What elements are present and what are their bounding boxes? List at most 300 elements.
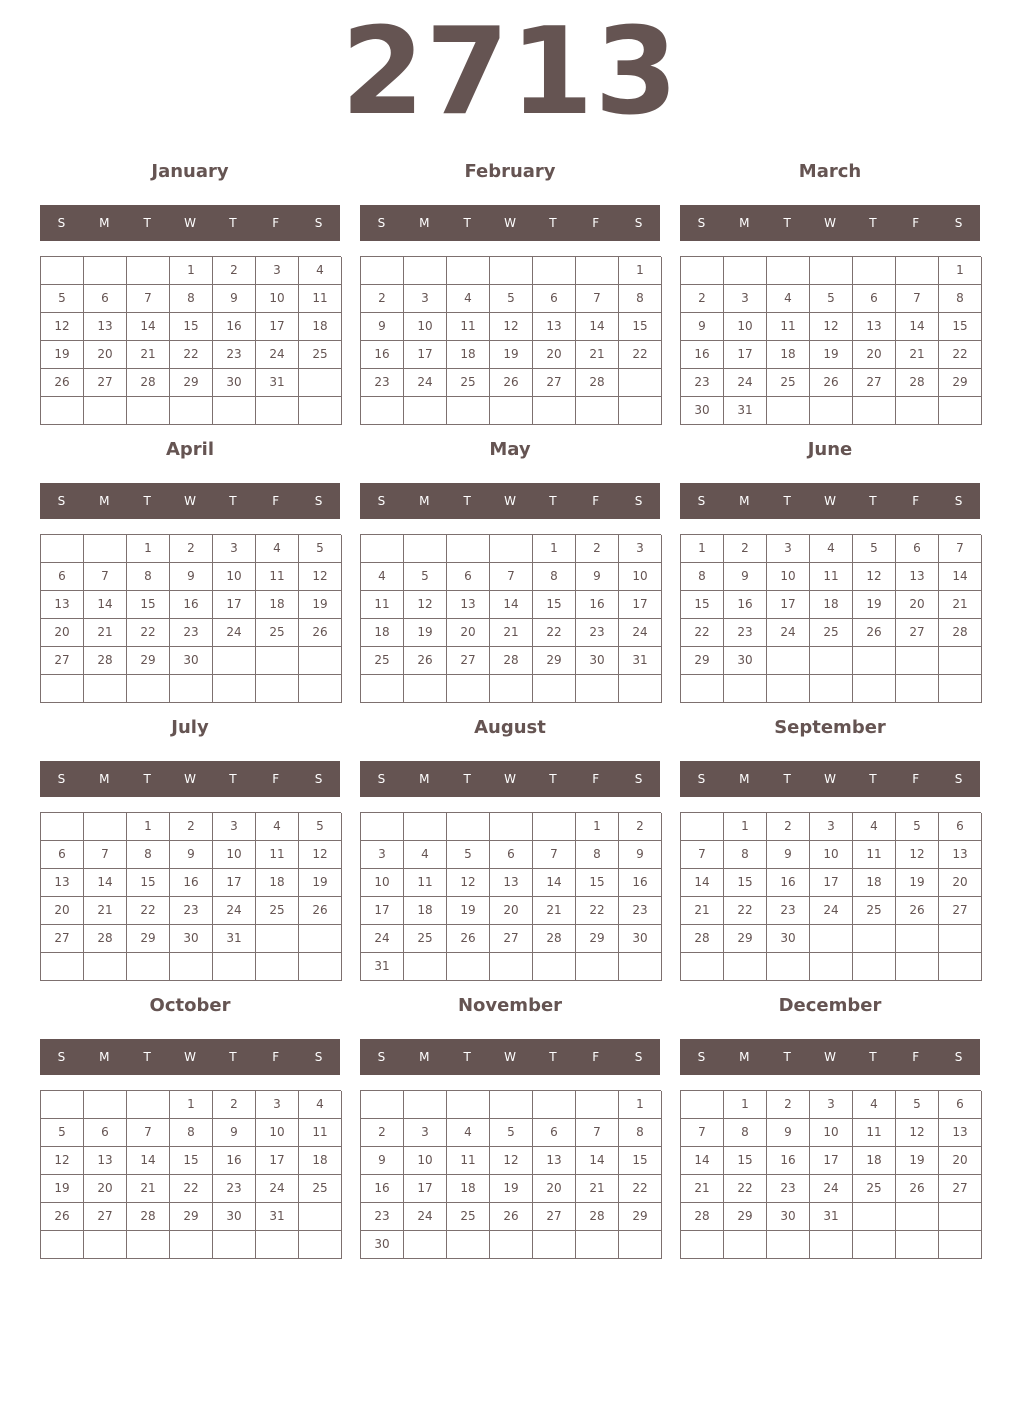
- day-cell: 28: [84, 925, 127, 953]
- day-cell: 4: [404, 841, 447, 869]
- empty-day-cell: [939, 647, 982, 675]
- weekday-label: M: [739, 216, 750, 230]
- day-cell: 4: [299, 1091, 342, 1119]
- weekday-label: M: [99, 494, 110, 508]
- day-cell: 25: [361, 647, 404, 675]
- day-cell: 30: [361, 1231, 404, 1259]
- weekday-label: T: [549, 772, 557, 786]
- weekday-label: T: [783, 216, 791, 230]
- weekday-label: W: [184, 772, 196, 786]
- day-cell: 15: [127, 591, 170, 619]
- empty-day-cell: [681, 675, 724, 703]
- empty-day-cell: [299, 675, 342, 703]
- day-cell: 27: [533, 1203, 576, 1231]
- day-cell: 11: [404, 869, 447, 897]
- weekday-label: S: [634, 772, 643, 786]
- weekday-label: S: [697, 494, 706, 508]
- day-cell: 6: [896, 535, 939, 563]
- day-cell: 21: [84, 897, 127, 925]
- day-cell: 20: [533, 1175, 576, 1203]
- empty-day-cell: [896, 1203, 939, 1231]
- day-cell: 22: [681, 619, 724, 647]
- weekday-label: W: [184, 1050, 196, 1064]
- day-cell: 31: [256, 1203, 299, 1231]
- weekday-header: [680, 205, 980, 241]
- day-cell: 12: [896, 1119, 939, 1147]
- day-cell: 5: [853, 535, 896, 563]
- day-grid: [680, 534, 981, 703]
- day-cell: 28: [533, 925, 576, 953]
- month-name: December: [778, 995, 882, 1016]
- empty-day-cell: [490, 675, 533, 703]
- day-cell: 6: [533, 285, 576, 313]
- day-cell: 28: [939, 619, 982, 647]
- day-cell: 2: [724, 535, 767, 563]
- day-cell: 17: [256, 313, 299, 341]
- day-cell: 27: [447, 647, 490, 675]
- empty-day-cell: [170, 397, 213, 425]
- weekday-label: T: [549, 1050, 557, 1064]
- day-cell: 16: [170, 591, 213, 619]
- month-name: September: [774, 717, 886, 738]
- day-cell: 2: [170, 535, 213, 563]
- empty-day-cell: [576, 257, 619, 285]
- weekday-label: W: [504, 1050, 516, 1064]
- weekday-label: T: [229, 772, 237, 786]
- empty-day-cell: [619, 397, 662, 425]
- day-cell: 17: [361, 897, 404, 925]
- empty-day-cell: [810, 675, 853, 703]
- day-cell: 24: [810, 897, 853, 925]
- empty-day-cell: [681, 257, 724, 285]
- day-cell: 26: [299, 619, 342, 647]
- day-cell: 28: [84, 647, 127, 675]
- day-cell: 15: [127, 869, 170, 897]
- empty-day-cell: [853, 953, 896, 981]
- empty-day-cell: [619, 675, 662, 703]
- weekday-label: F: [272, 216, 280, 230]
- day-cell: 26: [490, 369, 533, 397]
- weekday-label: S: [634, 1050, 643, 1064]
- day-cell: 7: [576, 1119, 619, 1147]
- day-cell: 10: [404, 313, 447, 341]
- empty-day-cell: [361, 397, 404, 425]
- day-cell: 8: [533, 563, 576, 591]
- day-cell: 3: [256, 1091, 299, 1119]
- empty-day-cell: [767, 647, 810, 675]
- day-cell: 19: [490, 1175, 533, 1203]
- weekday-label: F: [272, 1050, 280, 1064]
- day-cell: 29: [170, 1203, 213, 1231]
- day-cell: 28: [576, 1203, 619, 1231]
- day-cell: 15: [681, 591, 724, 619]
- day-cell: 19: [896, 869, 939, 897]
- day-cell: 1: [724, 813, 767, 841]
- empty-day-cell: [299, 1203, 342, 1231]
- empty-day-cell: [213, 1231, 256, 1259]
- day-cell: 17: [404, 341, 447, 369]
- day-cell: 1: [533, 535, 576, 563]
- day-cell: 27: [41, 925, 84, 953]
- day-cell: 30: [767, 925, 810, 953]
- empty-day-cell: [490, 397, 533, 425]
- day-cell: 29: [533, 647, 576, 675]
- weekday-label: S: [377, 772, 386, 786]
- weekday-header: [680, 1039, 980, 1075]
- day-cell: 6: [939, 813, 982, 841]
- day-cell: 14: [533, 869, 576, 897]
- day-cell: 23: [170, 897, 213, 925]
- empty-day-cell: [490, 535, 533, 563]
- empty-day-cell: [939, 953, 982, 981]
- day-cell: 29: [127, 925, 170, 953]
- weekday-label: M: [99, 1050, 110, 1064]
- weekday-label: S: [57, 216, 66, 230]
- day-cell: 20: [84, 341, 127, 369]
- day-cell: 30: [619, 925, 662, 953]
- day-cell: 11: [447, 313, 490, 341]
- empty-day-cell: [490, 813, 533, 841]
- day-cell: 10: [361, 869, 404, 897]
- weekday-label: S: [57, 1050, 66, 1064]
- empty-day-cell: [84, 397, 127, 425]
- empty-day-cell: [170, 1231, 213, 1259]
- day-cell: 26: [447, 925, 490, 953]
- day-cell: 13: [533, 313, 576, 341]
- empty-day-cell: [84, 1231, 127, 1259]
- weekday-label: S: [697, 216, 706, 230]
- day-cell: 17: [810, 869, 853, 897]
- empty-day-cell: [41, 675, 84, 703]
- day-cell: 23: [576, 619, 619, 647]
- empty-day-cell: [767, 397, 810, 425]
- day-cell: 2: [213, 257, 256, 285]
- empty-day-cell: [853, 647, 896, 675]
- empty-day-cell: [404, 1231, 447, 1259]
- day-cell: 2: [576, 535, 619, 563]
- day-cell: 26: [896, 897, 939, 925]
- empty-day-cell: [41, 813, 84, 841]
- empty-day-cell: [447, 813, 490, 841]
- day-cell: 18: [853, 1147, 896, 1175]
- day-cell: 1: [576, 813, 619, 841]
- day-grid: [680, 256, 981, 425]
- weekday-label: T: [783, 772, 791, 786]
- weekday-label: W: [824, 216, 836, 230]
- day-cell: 13: [447, 591, 490, 619]
- empty-day-cell: [404, 535, 447, 563]
- day-cell: 13: [41, 869, 84, 897]
- day-cell: 7: [84, 841, 127, 869]
- empty-day-cell: [853, 397, 896, 425]
- day-cell: 20: [939, 1147, 982, 1175]
- day-cell: 19: [810, 341, 853, 369]
- empty-day-cell: [681, 1231, 724, 1259]
- month-name: April: [165, 439, 215, 460]
- empty-day-cell: [724, 675, 767, 703]
- month-name: May: [489, 439, 531, 460]
- day-cell: 6: [84, 285, 127, 313]
- weekday-label: T: [229, 216, 237, 230]
- empty-day-cell: [41, 535, 84, 563]
- weekday-label: S: [314, 1050, 323, 1064]
- day-cell: 27: [41, 647, 84, 675]
- day-cell: 24: [767, 619, 810, 647]
- day-grid: [360, 812, 661, 981]
- day-cell: 2: [170, 813, 213, 841]
- day-cell: 25: [256, 619, 299, 647]
- day-grid: [360, 1090, 661, 1259]
- weekday-label: T: [463, 772, 471, 786]
- day-cell: 6: [84, 1119, 127, 1147]
- day-cell: 21: [681, 897, 724, 925]
- day-cell: 4: [447, 285, 490, 313]
- empty-day-cell: [490, 953, 533, 981]
- empty-day-cell: [939, 1203, 982, 1231]
- day-cell: 28: [681, 1203, 724, 1231]
- weekday-label: T: [143, 494, 151, 508]
- day-cell: 11: [256, 841, 299, 869]
- weekday-label: S: [954, 772, 963, 786]
- day-cell: 11: [361, 591, 404, 619]
- day-cell: 13: [939, 1119, 982, 1147]
- empty-day-cell: [170, 953, 213, 981]
- day-cell: 22: [127, 619, 170, 647]
- empty-day-cell: [299, 953, 342, 981]
- day-cell: 10: [256, 1119, 299, 1147]
- day-cell: 25: [853, 897, 896, 925]
- day-cell: 16: [213, 313, 256, 341]
- day-cell: 30: [681, 397, 724, 425]
- day-cell: 25: [299, 1175, 342, 1203]
- day-cell: 14: [127, 313, 170, 341]
- day-cell: 10: [213, 841, 256, 869]
- day-cell: 2: [361, 1119, 404, 1147]
- empty-day-cell: [213, 397, 256, 425]
- day-grid: [40, 812, 341, 981]
- day-cell: 28: [896, 369, 939, 397]
- day-cell: 9: [767, 1119, 810, 1147]
- weekday-label: S: [634, 494, 643, 508]
- day-grid: [40, 1090, 341, 1259]
- day-cell: 24: [724, 369, 767, 397]
- day-cell: 16: [361, 1175, 404, 1203]
- day-cell: 4: [767, 285, 810, 313]
- day-cell: 18: [447, 341, 490, 369]
- weekday-label: S: [634, 216, 643, 230]
- day-cell: 2: [681, 285, 724, 313]
- weekday-label: F: [912, 494, 920, 508]
- day-cell: 10: [256, 285, 299, 313]
- weekday-label: M: [739, 494, 750, 508]
- day-cell: 6: [939, 1091, 982, 1119]
- day-cell: 29: [724, 925, 767, 953]
- day-cell: 1: [619, 257, 662, 285]
- month-name: August: [474, 717, 546, 738]
- empty-day-cell: [213, 647, 256, 675]
- day-cell: 31: [619, 647, 662, 675]
- day-cell: 19: [853, 591, 896, 619]
- day-cell: 19: [299, 591, 342, 619]
- day-cell: 24: [619, 619, 662, 647]
- weekday-header: [360, 761, 660, 797]
- day-cell: 2: [619, 813, 662, 841]
- empty-day-cell: [447, 535, 490, 563]
- day-cell: 27: [853, 369, 896, 397]
- day-cell: 18: [256, 869, 299, 897]
- weekday-label: T: [783, 494, 791, 508]
- day-cell: 27: [939, 1175, 982, 1203]
- day-cell: 17: [213, 869, 256, 897]
- day-cell: 24: [256, 1175, 299, 1203]
- empty-day-cell: [533, 257, 576, 285]
- day-cell: 21: [127, 341, 170, 369]
- empty-day-cell: [299, 1231, 342, 1259]
- day-cell: 3: [213, 813, 256, 841]
- day-cell: 21: [896, 341, 939, 369]
- day-cell: 4: [299, 257, 342, 285]
- day-cell: 5: [41, 1119, 84, 1147]
- day-cell: 22: [170, 1175, 213, 1203]
- day-cell: 18: [810, 591, 853, 619]
- day-cell: 11: [256, 563, 299, 591]
- day-cell: 16: [170, 869, 213, 897]
- day-cell: 7: [896, 285, 939, 313]
- empty-day-cell: [41, 397, 84, 425]
- day-cell: 2: [767, 1091, 810, 1119]
- day-cell: 20: [939, 869, 982, 897]
- empty-day-cell: [127, 1231, 170, 1259]
- day-cell: 6: [41, 563, 84, 591]
- empty-day-cell: [896, 675, 939, 703]
- day-cell: 18: [404, 897, 447, 925]
- empty-day-cell: [767, 953, 810, 981]
- weekday-label: W: [184, 216, 196, 230]
- day-cell: 3: [810, 1091, 853, 1119]
- day-cell: 15: [170, 1147, 213, 1175]
- day-cell: 30: [576, 647, 619, 675]
- day-cell: 28: [576, 369, 619, 397]
- day-cell: 10: [767, 563, 810, 591]
- day-cell: 22: [619, 1175, 662, 1203]
- day-cell: 13: [490, 869, 533, 897]
- empty-day-cell: [939, 1231, 982, 1259]
- day-cell: 1: [170, 257, 213, 285]
- day-cell: 23: [361, 1203, 404, 1231]
- empty-day-cell: [533, 675, 576, 703]
- day-cell: 21: [576, 341, 619, 369]
- day-cell: 8: [681, 563, 724, 591]
- day-cell: 16: [576, 591, 619, 619]
- weekday-label: F: [272, 494, 280, 508]
- weekday-header: [680, 483, 980, 519]
- weekday-label: T: [229, 494, 237, 508]
- day-cell: 15: [939, 313, 982, 341]
- empty-day-cell: [213, 953, 256, 981]
- day-cell: 5: [490, 285, 533, 313]
- weekday-label: F: [912, 772, 920, 786]
- empty-day-cell: [853, 257, 896, 285]
- empty-day-cell: [213, 675, 256, 703]
- day-cell: 12: [853, 563, 896, 591]
- day-cell: 3: [404, 1119, 447, 1147]
- day-cell: 17: [404, 1175, 447, 1203]
- day-cell: 9: [361, 1147, 404, 1175]
- day-cell: 3: [619, 535, 662, 563]
- day-cell: 14: [896, 313, 939, 341]
- day-cell: 18: [447, 1175, 490, 1203]
- empty-day-cell: [41, 953, 84, 981]
- day-cell: 3: [361, 841, 404, 869]
- day-cell: 24: [361, 925, 404, 953]
- weekday-header: [360, 1039, 660, 1075]
- day-cell: 20: [447, 619, 490, 647]
- day-cell: 1: [681, 535, 724, 563]
- empty-day-cell: [41, 257, 84, 285]
- day-cell: 8: [127, 841, 170, 869]
- day-cell: 13: [896, 563, 939, 591]
- day-cell: 27: [533, 369, 576, 397]
- empty-day-cell: [896, 257, 939, 285]
- empty-day-cell: [127, 675, 170, 703]
- day-cell: 29: [170, 369, 213, 397]
- day-cell: 18: [299, 1147, 342, 1175]
- day-cell: 12: [810, 313, 853, 341]
- day-cell: 27: [84, 1203, 127, 1231]
- day-cell: 25: [447, 1203, 490, 1231]
- empty-day-cell: [41, 1231, 84, 1259]
- weekday-label: W: [824, 772, 836, 786]
- day-cell: 28: [127, 369, 170, 397]
- empty-day-cell: [447, 257, 490, 285]
- weekday-label: W: [824, 1050, 836, 1064]
- day-cell: 17: [767, 591, 810, 619]
- day-cell: 16: [724, 591, 767, 619]
- day-cell: 19: [41, 1175, 84, 1203]
- day-cell: 21: [939, 591, 982, 619]
- weekday-label: M: [419, 772, 430, 786]
- day-cell: 4: [853, 813, 896, 841]
- day-cell: 11: [853, 1119, 896, 1147]
- day-cell: 9: [170, 841, 213, 869]
- day-cell: 5: [490, 1119, 533, 1147]
- empty-day-cell: [127, 257, 170, 285]
- day-cell: 16: [361, 341, 404, 369]
- day-cell: 9: [170, 563, 213, 591]
- day-cell: 19: [41, 341, 84, 369]
- day-cell: 21: [490, 619, 533, 647]
- day-cell: 1: [127, 535, 170, 563]
- day-grid: [360, 534, 661, 703]
- day-cell: 18: [299, 313, 342, 341]
- day-cell: 31: [213, 925, 256, 953]
- weekday-label: F: [592, 216, 600, 230]
- day-cell: 17: [213, 591, 256, 619]
- day-cell: 14: [681, 1147, 724, 1175]
- day-cell: 8: [724, 1119, 767, 1147]
- empty-day-cell: [533, 397, 576, 425]
- day-cell: 12: [490, 1147, 533, 1175]
- empty-day-cell: [127, 953, 170, 981]
- day-cell: 21: [127, 1175, 170, 1203]
- day-cell: 23: [767, 1175, 810, 1203]
- day-cell: 22: [724, 1175, 767, 1203]
- day-cell: 10: [724, 313, 767, 341]
- empty-day-cell: [533, 1091, 576, 1119]
- weekday-label: S: [57, 772, 66, 786]
- weekday-label: S: [377, 494, 386, 508]
- day-grid: [680, 1090, 981, 1259]
